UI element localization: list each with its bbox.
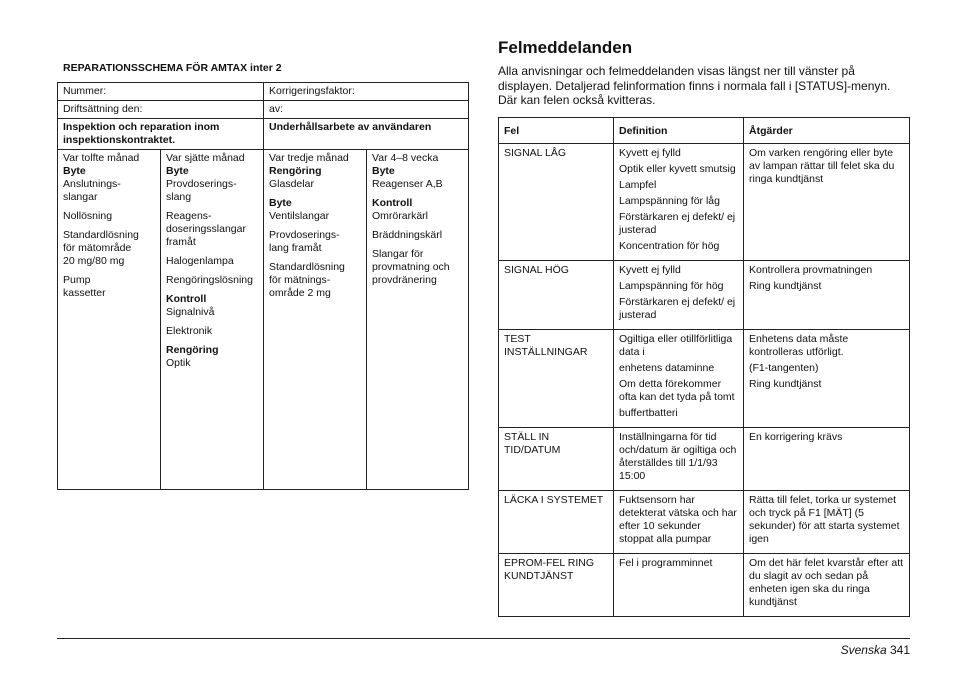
task-item: Elektronik [166,325,213,337]
task-category: Byte [372,165,395,177]
cell-line: Fuktsensorn har detekterat vätska och har efter 10 sekunder stoppat alla pumpar [619,494,737,545]
task-item: område 2 mg [269,287,331,299]
cell-line: SIGNAL LÅG [504,147,567,159]
action-cell [744,554,910,617]
definition-cell [614,554,744,617]
table-row [499,428,910,491]
task-item: Anslutnings- [63,178,121,190]
footer-language: Svenska [840,643,887,657]
definition-cell [614,144,744,261]
definition-cell [614,491,744,554]
definition-cell [614,330,744,428]
cell-line: Lampfel [619,179,657,191]
task-item: Standardlösning [63,229,139,241]
action-cell [744,330,910,428]
cell-line: Om detta förekommer ofta kan det tyda på tomt [619,378,735,403]
action-cell [744,428,910,491]
section-title: Felmeddelanden [498,38,633,57]
cell-line: Rätta till felet, torka ur systemet och tryck på F1 [MÄT] (5 sekunder) för att starta systemet igen [749,494,900,545]
task-item: Glasdelar [269,178,314,190]
header-fel: Fel [499,118,614,144]
interval-label: Var tredje månad [269,152,349,164]
cell-line: Optik eller kyvett smutsig [619,163,736,175]
error-name-cell [499,261,614,330]
task-item: Provdoserings- [166,178,237,190]
task-item: Ventilslangar [269,210,330,222]
correction-factor-field: Korrigeringsfaktor: [264,83,469,101]
cell-line: Om det här felet kvarstår efter att du slagit av och sedan på enheten igen ska du ringa kundtjänst [749,557,904,608]
interval-column-6-months [161,150,264,490]
cell-line: TEST INSTÄLLNINGAR [504,333,588,358]
table-row [499,261,910,330]
task-category: Kontroll [166,293,207,305]
by-field: av: [264,101,469,119]
repair-schedule-table [57,82,469,490]
page-number: 341 [889,643,910,657]
definition-cell [614,428,744,491]
cell-line: Förstärkaren ej defekt/ ej justerad [619,211,736,236]
task-item: för mätnings- [269,274,331,286]
task-item: Halogenlampa [166,255,234,267]
cell-line: SIGNAL HÖG [504,264,569,276]
task-item: Pump [63,274,91,286]
task-item: Signalnivå [166,306,215,318]
interval-label: Var 4–8 vecka [372,152,439,164]
commissioning-date-field: Driftsättning den: [58,101,264,119]
cell-line: Förstärkaren ej defekt/ ej justerad [619,296,736,321]
task-item: slangar [63,191,98,203]
task-item: doseringsslangar [166,223,246,235]
interval-column-12-months [58,150,161,490]
schedule-title: REPARATIONSSCHEMA FÖR AMTAX inter 2 [63,62,282,74]
action-cell [744,261,910,330]
error-messages-table [498,117,910,617]
task-category: Byte [269,197,292,209]
cell-line: Lampspänning för låg [619,195,720,207]
page-footer [841,643,910,657]
task-item: Rengöringslösning [166,274,253,286]
cell-line: Koncentration för hög [619,240,720,252]
cell-line: Om varken rengöring eller byte av lampan rättar till felet ska du ringa kundtjänst [749,147,895,185]
definition-cell [614,261,744,330]
maintenance-header: Underhållsarbete av användaren [264,119,469,150]
cell-line: Fel i programminnet [619,557,713,569]
task-item: 20 mg/80 mg [63,255,125,267]
number-field: Nummer: [58,83,264,101]
task-category: Byte [166,165,189,177]
table-row [499,144,910,261]
task-item: för mätområde [63,242,132,254]
task-item: Reagenser A,B [372,178,443,190]
task-item: provmatning och [372,261,450,273]
inspection-header: Inspektion och reparation inom inspektionskontraktet. [58,119,264,150]
error-name-cell [499,144,614,261]
task-item: slang [166,191,192,203]
cell-line: Inställningarna för tid och/datum är ogiltiga och återställdes till 1/1/93 15:00 [619,431,737,482]
task-category: Byte [63,165,86,177]
cell-line: Ring kundtjänst [749,280,822,292]
task-item: Nollösning [63,210,113,222]
error-rows [499,144,910,617]
interval-column-4-8-weeks [367,150,469,490]
cell-line: Ring kundtjänst [749,378,822,390]
header-definition: Definition [614,118,744,144]
task-category: Rengöring [269,165,322,177]
task-item: lang framåt [269,242,322,254]
cell-line: Enhetens data måste kontrolleras utförligt. [749,333,849,358]
error-name-cell [499,428,614,491]
task-item: kassetter [63,287,106,299]
interval-column-3-months [264,150,367,490]
cell-line: Kyvett ej fylld [619,147,681,159]
task-category: Rengöring [166,344,219,356]
cell-line: buffertbatteri [619,407,678,419]
action-cell [744,144,910,261]
header-atgarder: Åtgärder [744,118,910,144]
table-row [499,554,910,617]
error-name-cell [499,491,614,554]
cell-line: Ogiltiga eller otillförlitliga data i [619,333,733,358]
action-cell [744,491,910,554]
table-row [499,330,910,428]
task-item: Provdoserings- [269,229,340,241]
cell-line: LÄCKA I SYSTEMET [504,494,604,506]
task-item: Slangar för [372,248,424,260]
cell-line: Kyvett ej fylld [619,264,681,276]
cell-line: (F1-tangenten) [749,362,819,374]
footer-divider [57,638,910,639]
task-item: Omrörarkärl [372,210,429,222]
task-item: Bräddningskärl [372,229,443,241]
error-name-cell [499,330,614,428]
table-row [499,491,910,554]
cell-line: Lampspänning för hög [619,280,724,292]
interval-label: Var tolfte månad [63,152,140,164]
task-item: Reagens- [166,210,212,222]
task-item: Standardlösning [269,261,345,273]
task-item: Optik [166,357,191,369]
intro-paragraph: Alla anvisningar och felmeddelanden visas längst ner till vänster på displayen. Detaljerad felinformation finns i normala fall i [STATUS]-menyn. Där kan felen också kvitteras. [498,64,891,107]
cell-line: Kontrollera provmatningen [749,264,873,276]
task-item: framåt [166,236,196,248]
cell-line: STÄLL IN TID/DATUM [504,431,561,456]
interval-label: Var sjätte månad [166,152,245,164]
cell-line: enhetens dataminne [619,362,715,374]
cell-line: En korrigering krävs [749,431,843,443]
task-category: Kontroll [372,197,413,209]
cell-line: EPROM-FEL RING KUNDTJÄNST [504,557,595,582]
task-item: provdränering [372,274,437,286]
error-name-cell [499,554,614,617]
